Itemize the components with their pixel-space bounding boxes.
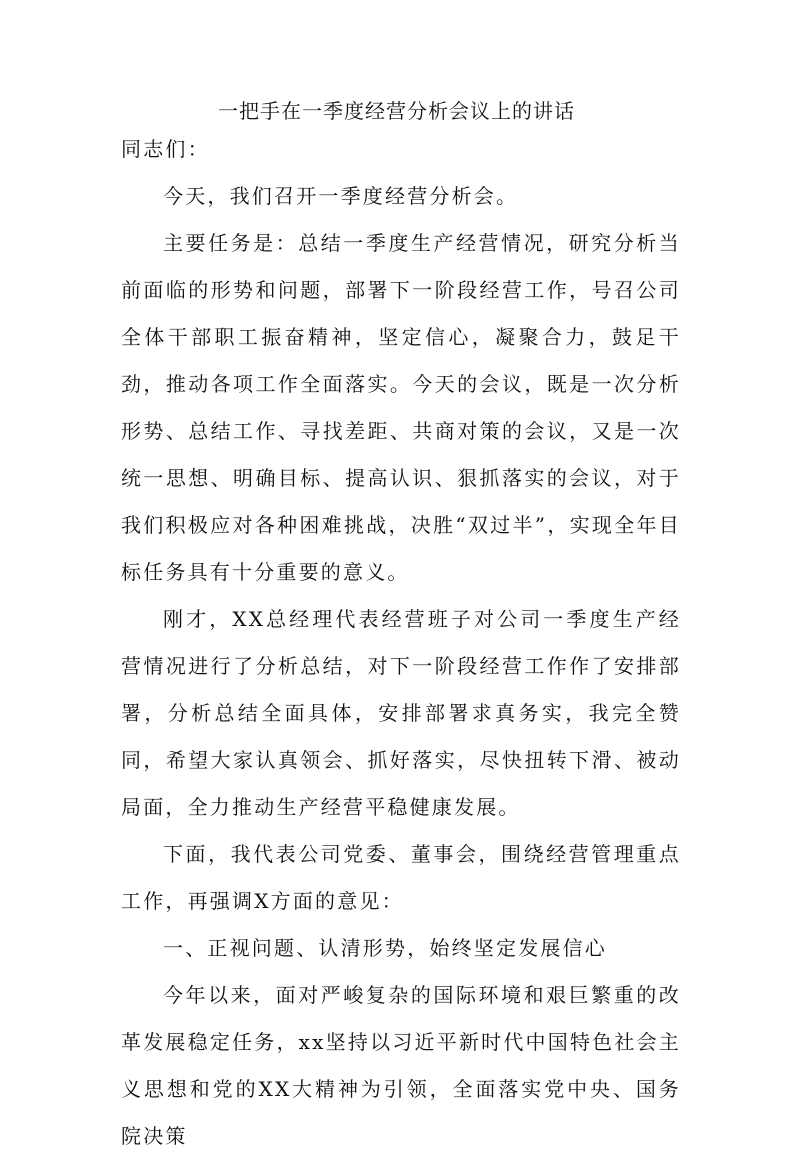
paragraph-review: 刚才，XX总经理代表经营班子对公司一季度生产经营情况进行了分析总结，对下一阶段经营工作作了安排部署，分析总结全面具体，安排部署求真务实，我完全赞同，希望大家认真领会、抓好落实，尽快扭转下滑、被动局面，全力推动生产经营平稳健康发展。 (121, 607, 681, 819)
document-title: 一把手在一季度经营分析会议上的讲话 (218, 99, 575, 123)
document-body (121, 126, 681, 1160)
paragraph-main-tasks: 主要任务是：总结一季度生产经营情况，研究分析当前面临的形势和问题，部署下一阶段经营工作，号召公司全体干部职工振奋精神，坚定信心，凝聚合力，鼓足干劲，推动各项工作全面落实。今天的会议，既是一次分析形势、总结工作、寻找差距、共商对策的会议，又是一次统一思想、明确目标、提高认识、狠抓落实的会议，对于我们积极应对各种困难挑战，决胜“双过半”，实现全年目标任务具有十分重要的意义。 (121, 231, 681, 584)
paragraph-opening: 今天，我们召开一季度经营分析会。 (163, 184, 519, 208)
paragraph-transition: 下面，我代表公司党委、董事会，围绕经营管理重点工作，再强调X方面的意见： (121, 842, 681, 913)
salutation: 同志们： (121, 137, 210, 161)
section-heading-1: 一、正视问题、认清形势，始终坚定发展信心 (163, 936, 607, 960)
paragraph-situation: 今年以来，面对严峻复杂的国际环境和艰巨繁重的改革发展稳定任务，xx坚持以习近平新时代中国特色社会主义思想和党的XX大精神为引领，全面落实党中央、国务院决策 (121, 983, 681, 1148)
